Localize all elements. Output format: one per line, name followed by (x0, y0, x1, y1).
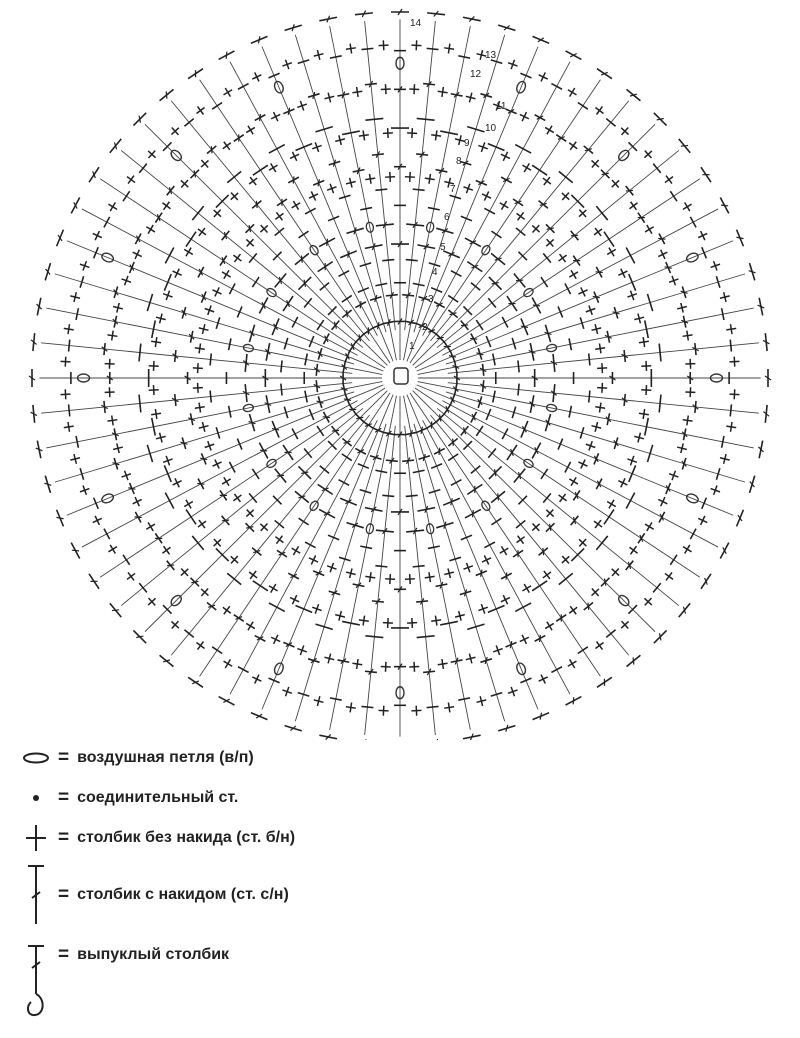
center-ring (394, 368, 408, 384)
stitch-spoke (71, 401, 357, 559)
stitch-spoke (71, 198, 357, 356)
post-stitch-icon (18, 942, 54, 1022)
stitch-spoke (29, 369, 382, 387)
stitch-spoke (391, 396, 409, 740)
legend-item-sc (18, 818, 438, 858)
legend-equals: = (58, 944, 70, 965)
legend-item-dc (18, 858, 438, 932)
legend-item-slip (18, 778, 438, 818)
stitch-spoke (407, 395, 549, 720)
round-number: 7 (450, 184, 456, 195)
stitch-branch (252, 555, 318, 683)
stitch-branch (108, 202, 230, 278)
legend-equals: = (58, 787, 70, 808)
round-number: 3 (428, 294, 434, 305)
stitch-branch (559, 494, 673, 581)
stitch-spoke (402, 426, 445, 740)
stitch-branch (591, 292, 729, 334)
round-number: 14 (410, 18, 422, 29)
stitch-spoke (56, 385, 383, 526)
round-number: 10 (485, 123, 497, 134)
stitch-branch (578, 460, 707, 525)
stitch-branch (80, 261, 214, 315)
stitch-spoke (219, 420, 378, 705)
stitch-branch (425, 572, 454, 712)
plus-stitch-icon (18, 818, 54, 858)
stitch-branch (224, 546, 301, 668)
stitch-branch (444, 568, 486, 706)
legend-equals: = (58, 884, 70, 905)
stitch-branch (595, 403, 736, 432)
legend-item-post (18, 932, 438, 1034)
round-number: 5 (440, 242, 446, 253)
stitch-branch (196, 106, 283, 220)
stitch-branch (93, 231, 222, 296)
stitch-branch (517, 536, 604, 650)
legend-label: столбик с накидом (ст. с/н) (77, 886, 289, 903)
round-number: 12 (470, 69, 482, 80)
stitch-spoke (442, 401, 728, 559)
legend-item-chain (18, 738, 438, 778)
stitch-branch (127, 176, 241, 263)
stitch-branch (70, 422, 208, 464)
stitch-spoke (423, 420, 582, 705)
stitch-branch (70, 292, 208, 334)
stitch-branch (252, 72, 318, 200)
stitch-branch (517, 106, 604, 220)
stitch-branch (379, 40, 395, 182)
stitch-spoke (355, 426, 398, 740)
stitch-branch (500, 88, 577, 210)
legend-label: выпуклый столбик (77, 946, 230, 963)
stitch-spoke (391, 9, 409, 360)
stitch-branch (108, 477, 230, 553)
dot-icon (18, 778, 54, 818)
stitch-branch (482, 72, 548, 200)
stitch-branch (559, 176, 673, 263)
stitch-branch (569, 477, 691, 553)
legend-label: соединительный ст. (77, 789, 239, 806)
stitch-spoke (413, 391, 667, 643)
round-number: 1 (409, 341, 415, 352)
round-number: 4 (432, 267, 438, 278)
stitch-branch (346, 44, 375, 184)
stitch-branch (61, 357, 203, 373)
stitch-spokes (29, 9, 771, 740)
stitch-spoke (417, 230, 744, 371)
stitch-branch (127, 494, 241, 581)
stitch-branch (196, 536, 283, 650)
legend (18, 738, 438, 1034)
double-crochet-icon (18, 858, 54, 932)
round-number: 9 (464, 138, 470, 149)
round-number: 2 (422, 322, 428, 333)
stitch-branch (500, 546, 577, 668)
stitch-spoke (442, 198, 728, 356)
stitch-branch (379, 574, 395, 716)
stitch-branch (597, 383, 739, 399)
legend-label: столбик без накида (ст. б/н) (77, 829, 296, 846)
stitch-branch (595, 324, 736, 353)
stitch-branch (64, 324, 205, 353)
stitch-branch (591, 422, 729, 464)
stitch-branch (64, 403, 205, 432)
chain-loop-icon (18, 738, 54, 778)
stitch-spoke (219, 51, 378, 336)
stitch-spoke (413, 113, 667, 365)
stitch-branch (405, 574, 421, 716)
stitch-branch (346, 572, 375, 712)
round-number: 13 (485, 50, 497, 61)
stitch-branch (224, 88, 301, 210)
stitch-branch (93, 460, 222, 525)
legend-equals: = (58, 827, 70, 848)
stitch-branch (586, 441, 720, 495)
legend-label: воздушная петля (в/п) (77, 749, 254, 766)
stitch-spoke (251, 36, 393, 361)
round-number: 8 (456, 156, 462, 167)
stitch-branch (569, 202, 691, 278)
stitch-spoke (133, 391, 387, 643)
round-number: 6 (444, 212, 450, 223)
stitch-spoke (418, 369, 771, 387)
stitch-branch (80, 441, 214, 495)
legend-equals: = (58, 747, 70, 768)
stitch-branch (586, 261, 720, 315)
stitch-branch (482, 555, 548, 683)
round-number: 11 (496, 101, 507, 112)
stitch-branch (61, 383, 203, 399)
stitch-branch (314, 568, 356, 706)
stitch-branch (405, 40, 421, 182)
stitch-spoke (423, 51, 582, 336)
stitch-branch (597, 357, 739, 373)
stitch-branch (578, 231, 707, 296)
stitch-branch (314, 50, 356, 188)
stitch-spoke (133, 113, 387, 365)
stitch-branch (425, 44, 454, 184)
